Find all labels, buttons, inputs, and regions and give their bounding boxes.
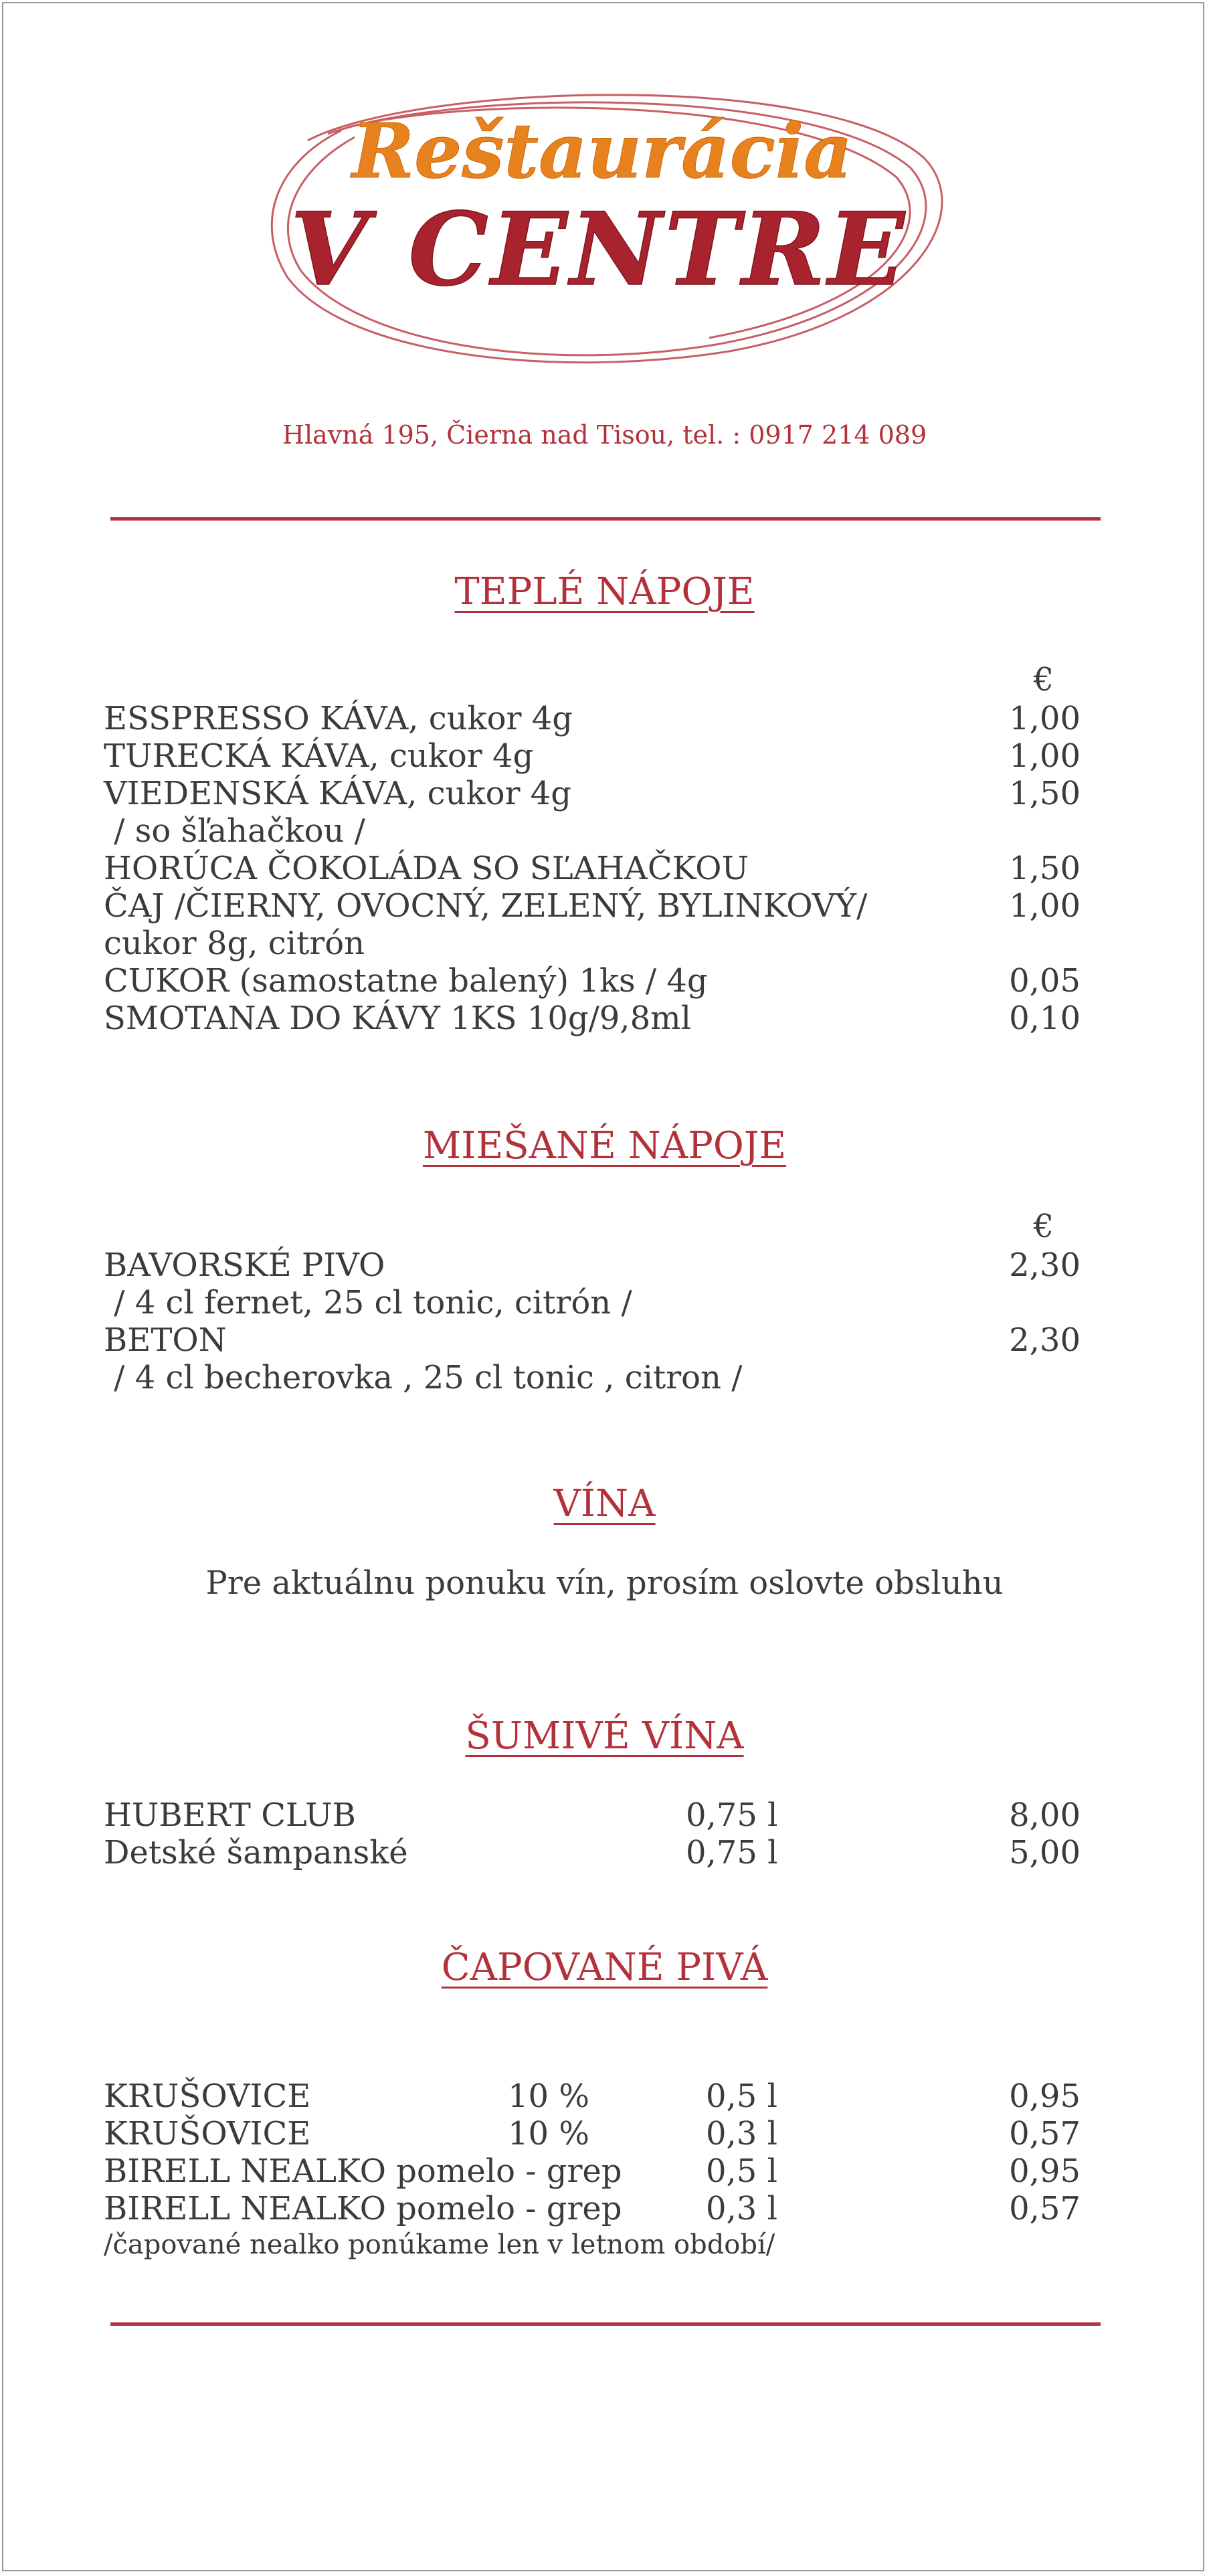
menu-row: Detské šampanské 0,75 l 5,00 <box>104 1834 1081 1871</box>
heading-draft-beers: ČAPOVANÉ PIVÁ <box>441 1946 768 1989</box>
menu-row: VIEDENSKÁ KÁVA, cukor 4g 1,50 <box>104 775 1081 812</box>
menu-row: BIRELL NEALKO pomelo - grep 0,5 l 0,95 <box>104 2152 1081 2190</box>
section-draft-beers <box>104 2078 1081 2262</box>
heading-hot-drinks: TEPLÉ NÁPOJE <box>454 570 755 614</box>
menu-row: SMOTANA DO KÁVY 1KS 10g/9,8ml 0,10 <box>104 1000 1081 1037</box>
menu-row: BAVORSKÉ PIVO 2,30 <box>104 1247 1081 1284</box>
divider-bottom <box>110 2322 1101 2326</box>
menu-row: / so šľahačkou / <box>104 812 365 850</box>
section-sparkling-wines <box>104 1797 1081 1871</box>
menu-row: BETON 2,30 <box>104 1321 1081 1359</box>
menu-row: KRUŠOVICE 10 % 0,3 l 0,57 <box>104 2115 1081 2152</box>
currency-symbol: € <box>1033 1208 1054 1245</box>
menu-row: ČAJ /ČIERNY, OVOCNÝ, ZELENÝ, BYLINKOVÝ/ 1,00 <box>104 887 1081 925</box>
heading-wines: VÍNA <box>553 1482 656 1526</box>
restaurant-logo <box>248 77 957 371</box>
logo-line1: Reštaurácia <box>351 108 853 195</box>
menu-row: cukor 8g, citrón <box>104 925 365 962</box>
menu-row: / 4 cl fernet, 25 cl tonic, citrón / <box>104 1284 632 1321</box>
menu-row: ESSPRESSO KÁVA, cukor 4g 1,00 <box>104 700 1081 737</box>
heading-mixed-drinks: MIEŠANÉ NÁPOJE <box>422 1124 787 1168</box>
menu-row: / 4 cl becherovka , 25 cl tonic , citron / <box>104 1359 743 1396</box>
wines-note: Pre aktuálnu ponuku vín, prosím oslovte obsluhu <box>205 1564 1004 1602</box>
restaurant-address: Hlavná 195, Čierna nad Tisou, tel. : 0917 214 089 <box>282 420 927 450</box>
menu-row: HUBERT CLUB 0,75 l 8,00 <box>104 1797 1081 1834</box>
heading-sparkling-wines: ŠUMIVÉ VÍNA <box>465 1714 744 1758</box>
menu-row: CUKOR (samostatne balený) 1ks / 4g 0,05 <box>104 962 1081 1000</box>
menu-row: HORÚCA ČOKOLÁDA SO SĽAHAČKOU 1,50 <box>104 850 1081 887</box>
section-hot-drinks <box>104 661 1081 1037</box>
divider-top <box>110 517 1101 521</box>
menu-row: TURECKÁ KÁVA, cukor 4g 1,00 <box>104 737 1081 775</box>
menu-row: BIRELL NEALKO pomelo - grep 0,3 l 0,57 <box>104 2190 1081 2227</box>
menu-row: KRUŠOVICE 10 % 0,5 l 0,95 <box>104 2078 1081 2115</box>
currency-symbol: € <box>1033 661 1054 699</box>
section-mixed-drinks <box>104 1208 1081 1396</box>
logo-line2: V CENTRE <box>290 191 908 308</box>
draft-beer-note: /čapované nealko ponúkame len v letnom období/ <box>104 2229 775 2260</box>
